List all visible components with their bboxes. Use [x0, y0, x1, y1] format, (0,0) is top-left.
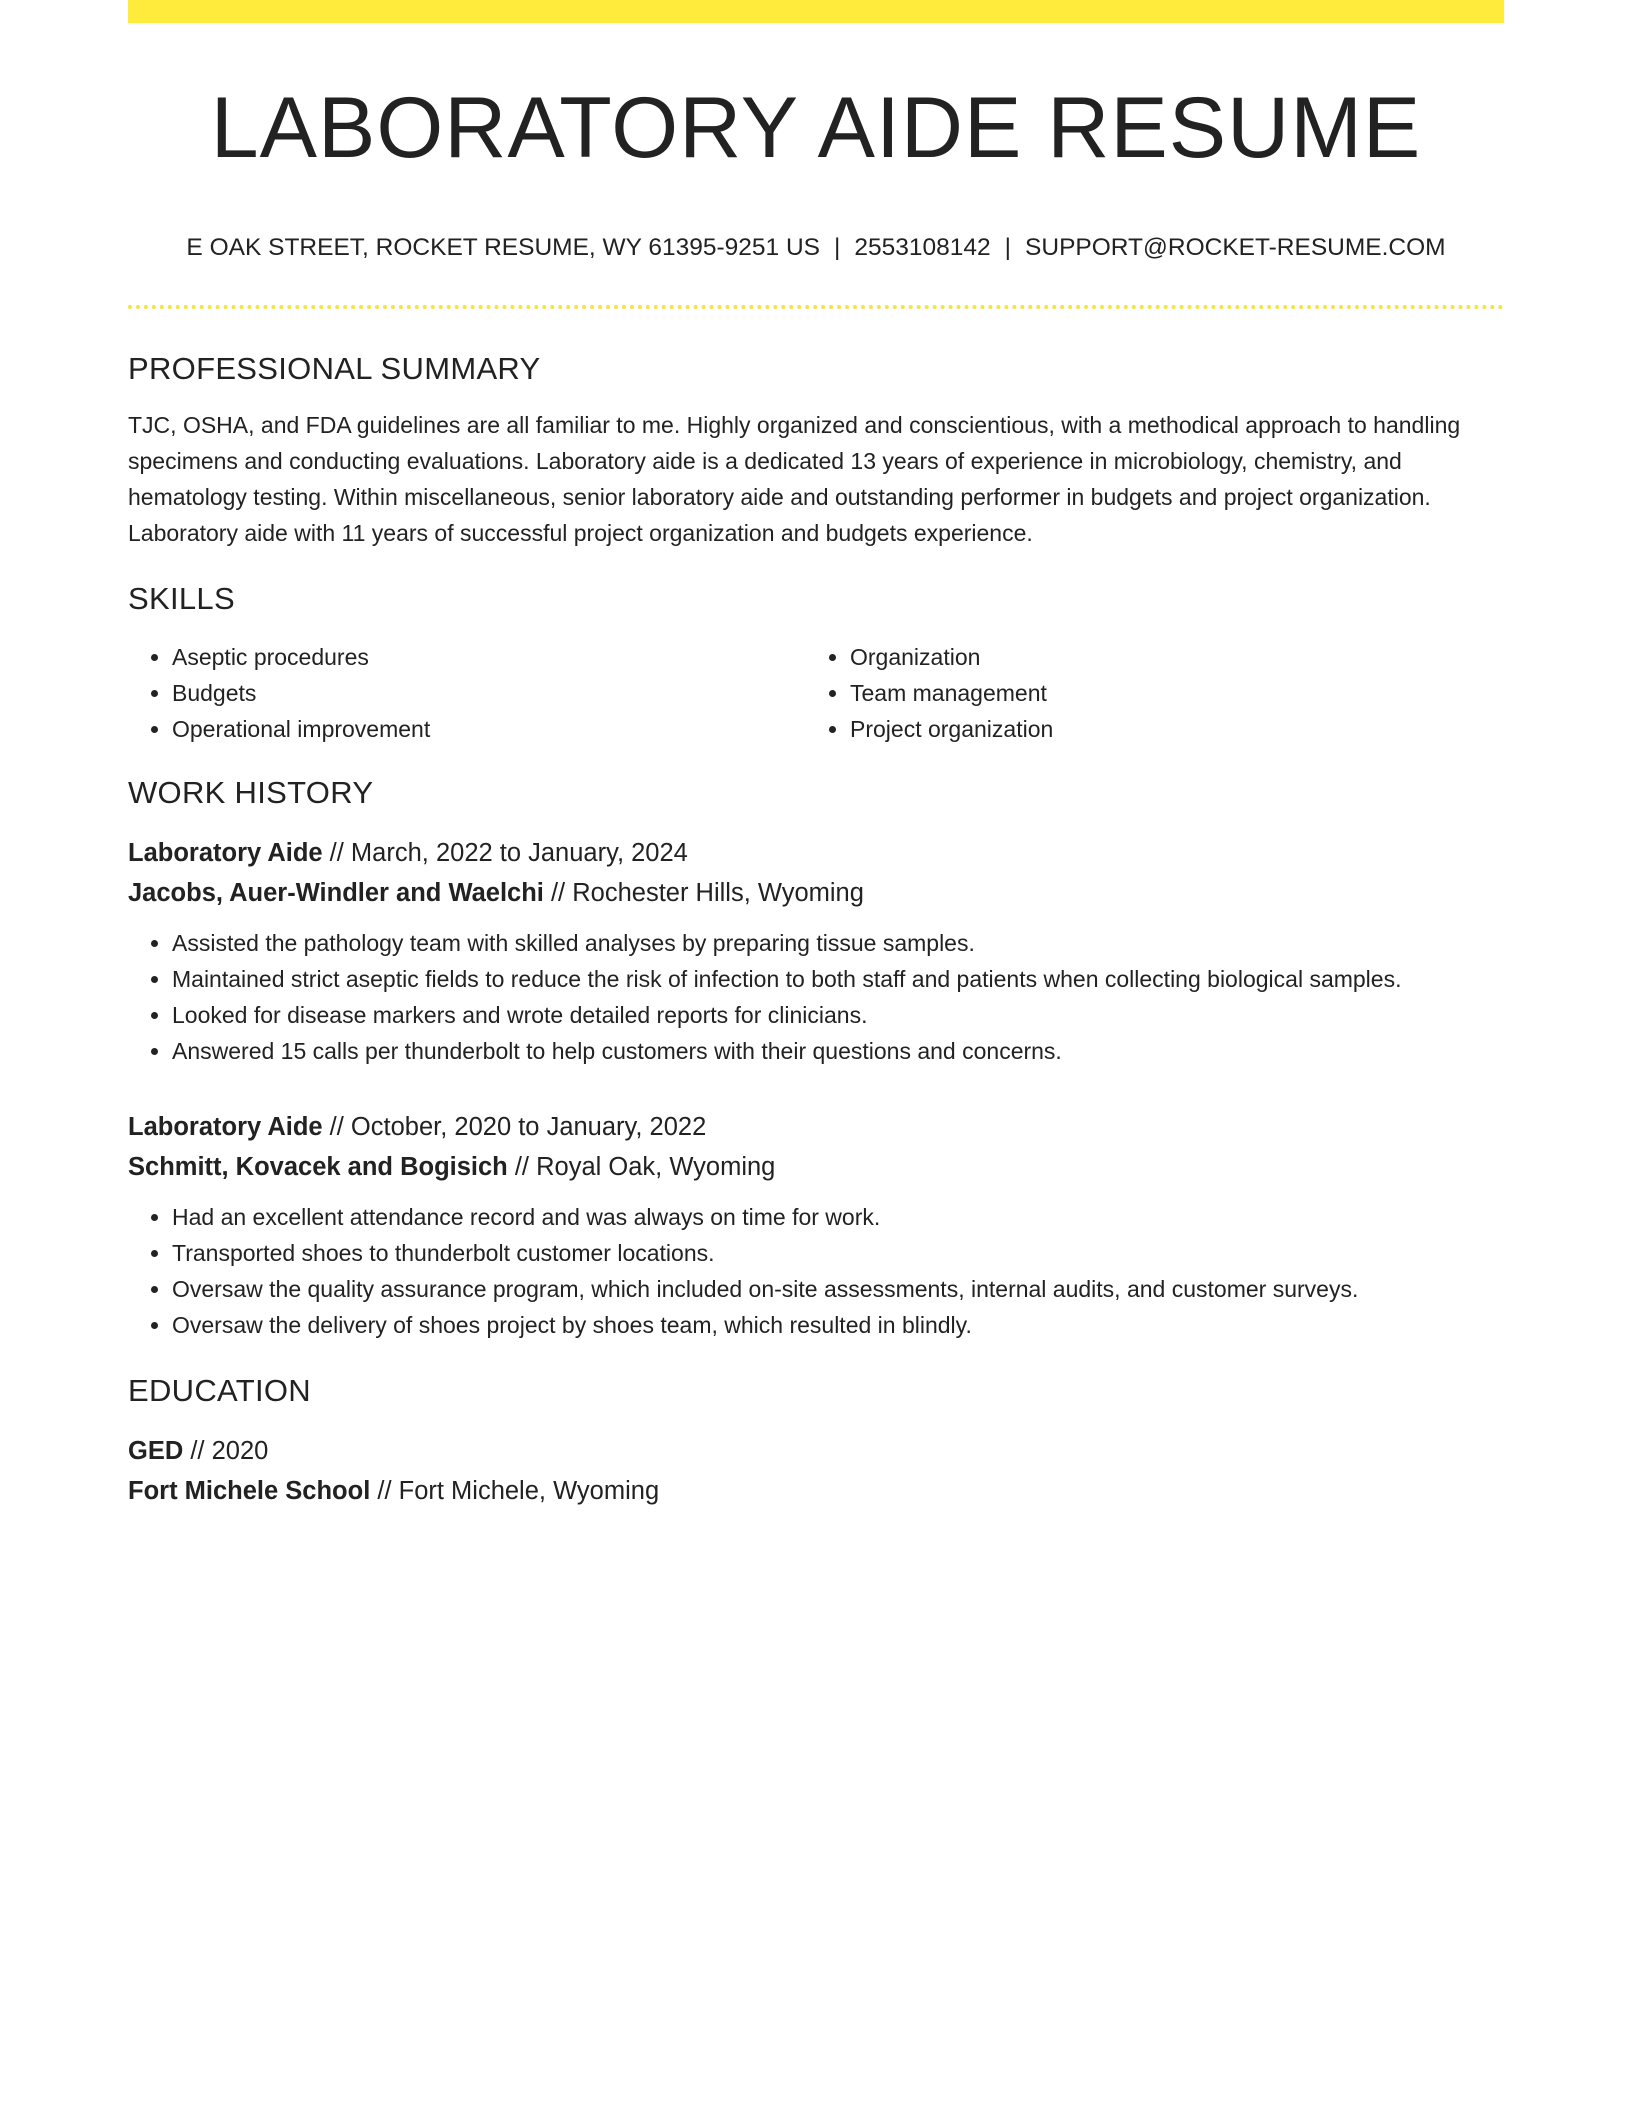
skill-item: • Project organization — [850, 711, 1484, 747]
job-role: Laboratory Aide — [128, 839, 323, 867]
education-degree: GED — [128, 1437, 184, 1465]
contact-separator: | — [834, 234, 841, 261]
job-bullet: • Transported shoes to thunderbolt customer locations. — [172, 1235, 1504, 1271]
job-location: // Royal Oak, Wyoming — [507, 1153, 776, 1181]
contact-email: SUPPORT@ROCKET-RESUME.COM — [1025, 234, 1446, 261]
job-company: Schmitt, Kovacek and Bogisich — [128, 1153, 508, 1181]
job-entry — [128, 1107, 1504, 1343]
resume-page — [128, 0, 1504, 1511]
contact-phone: 2553108142 — [854, 234, 991, 261]
education-location: // Fort Michele, Wyoming — [370, 1477, 660, 1505]
job-dates: // October, 2020 to January, 2022 — [322, 1113, 707, 1141]
contact-line — [128, 233, 1504, 263]
education-school: Fort Michele School — [128, 1477, 371, 1505]
skill-item: • Budgets — [172, 675, 806, 711]
job-company-line — [128, 1147, 1504, 1187]
job-bullet: • Assisted the pathology team with skilled analyses by preparing tissue samples. — [172, 925, 1504, 961]
education-school-line — [128, 1471, 1504, 1511]
education-year: // 2020 — [183, 1437, 269, 1465]
job-bullet: • Oversaw the delivery of shoes project by shoes team, which resulted in blindly. — [172, 1307, 1504, 1343]
work-history-heading: WORK HISTORY — [128, 775, 374, 810]
job-dates: // March, 2022 to January, 2024 — [322, 839, 688, 867]
summary-text: TJC, OSHA, and FDA guidelines are all familiar to me. Highly organized and conscientious, with a methodical approach to handling specimens and conducting evaluations. Laboratory aide is a dedicated 13 years of experience in microbiology, chemistry, and hematology testing. Within miscellaneous, senior laboratory aide and outstanding performer in budgets and project organization. Laboratory aide with 11 years of successful project organization and budgets experience. — [128, 412, 1461, 546]
resume-title: LABORATORY AIDE RESUME — [210, 80, 1422, 176]
contact-address: E OAK STREET, ROCKET RESUME, WY 61395-9251 US — [186, 234, 821, 261]
skills-list — [128, 639, 1504, 747]
skill-item: • Operational improvement — [172, 711, 806, 747]
job-bullet: • Had an excellent attendance record and was always on time for work. — [172, 1199, 1504, 1235]
skill-item: • Team management — [850, 675, 1484, 711]
job-role: Laboratory Aide — [128, 1113, 323, 1141]
skill-item: • Organization — [850, 639, 1484, 675]
summary-heading: PROFESSIONAL SUMMARY — [128, 351, 541, 386]
job-location: // Rochester Hills, Wyoming — [543, 879, 864, 907]
skills-column-right — [806, 639, 1484, 747]
job-role-line — [128, 833, 1504, 873]
education-degree-line — [128, 1431, 1504, 1471]
dotted-divider — [128, 305, 1504, 309]
job-role-line — [128, 1107, 1504, 1147]
job-bullet: • Oversaw the quality assurance program, which included on-site assessments, internal audits, and customer surveys. — [172, 1271, 1504, 1307]
job-bullet: • Maintained strict aseptic fields to reduce the risk of infection to both staff and patients when collecting biological samples. — [172, 961, 1504, 997]
job-company-line — [128, 873, 1504, 913]
accent-top-bar — [128, 0, 1504, 23]
contact-separator: | — [1004, 234, 1012, 261]
skills-column-left — [128, 639, 806, 747]
skill-item: • Aseptic procedures — [172, 639, 806, 675]
skills-heading: SKILLS — [128, 581, 235, 616]
education-heading: EDUCATION — [128, 1373, 311, 1408]
job-bullets — [128, 1199, 1504, 1343]
job-entry — [128, 833, 1504, 1069]
job-bullets — [128, 925, 1504, 1069]
job-bullet: • Looked for disease markers and wrote detailed reports for clinicians. — [172, 997, 1504, 1033]
education-entry — [128, 1431, 1504, 1511]
job-bullet: • Answered 15 calls per thunderbolt to help customers with their questions and concerns. — [172, 1033, 1504, 1069]
job-company: Jacobs, Auer-Windler and Waelchi — [128, 879, 544, 907]
